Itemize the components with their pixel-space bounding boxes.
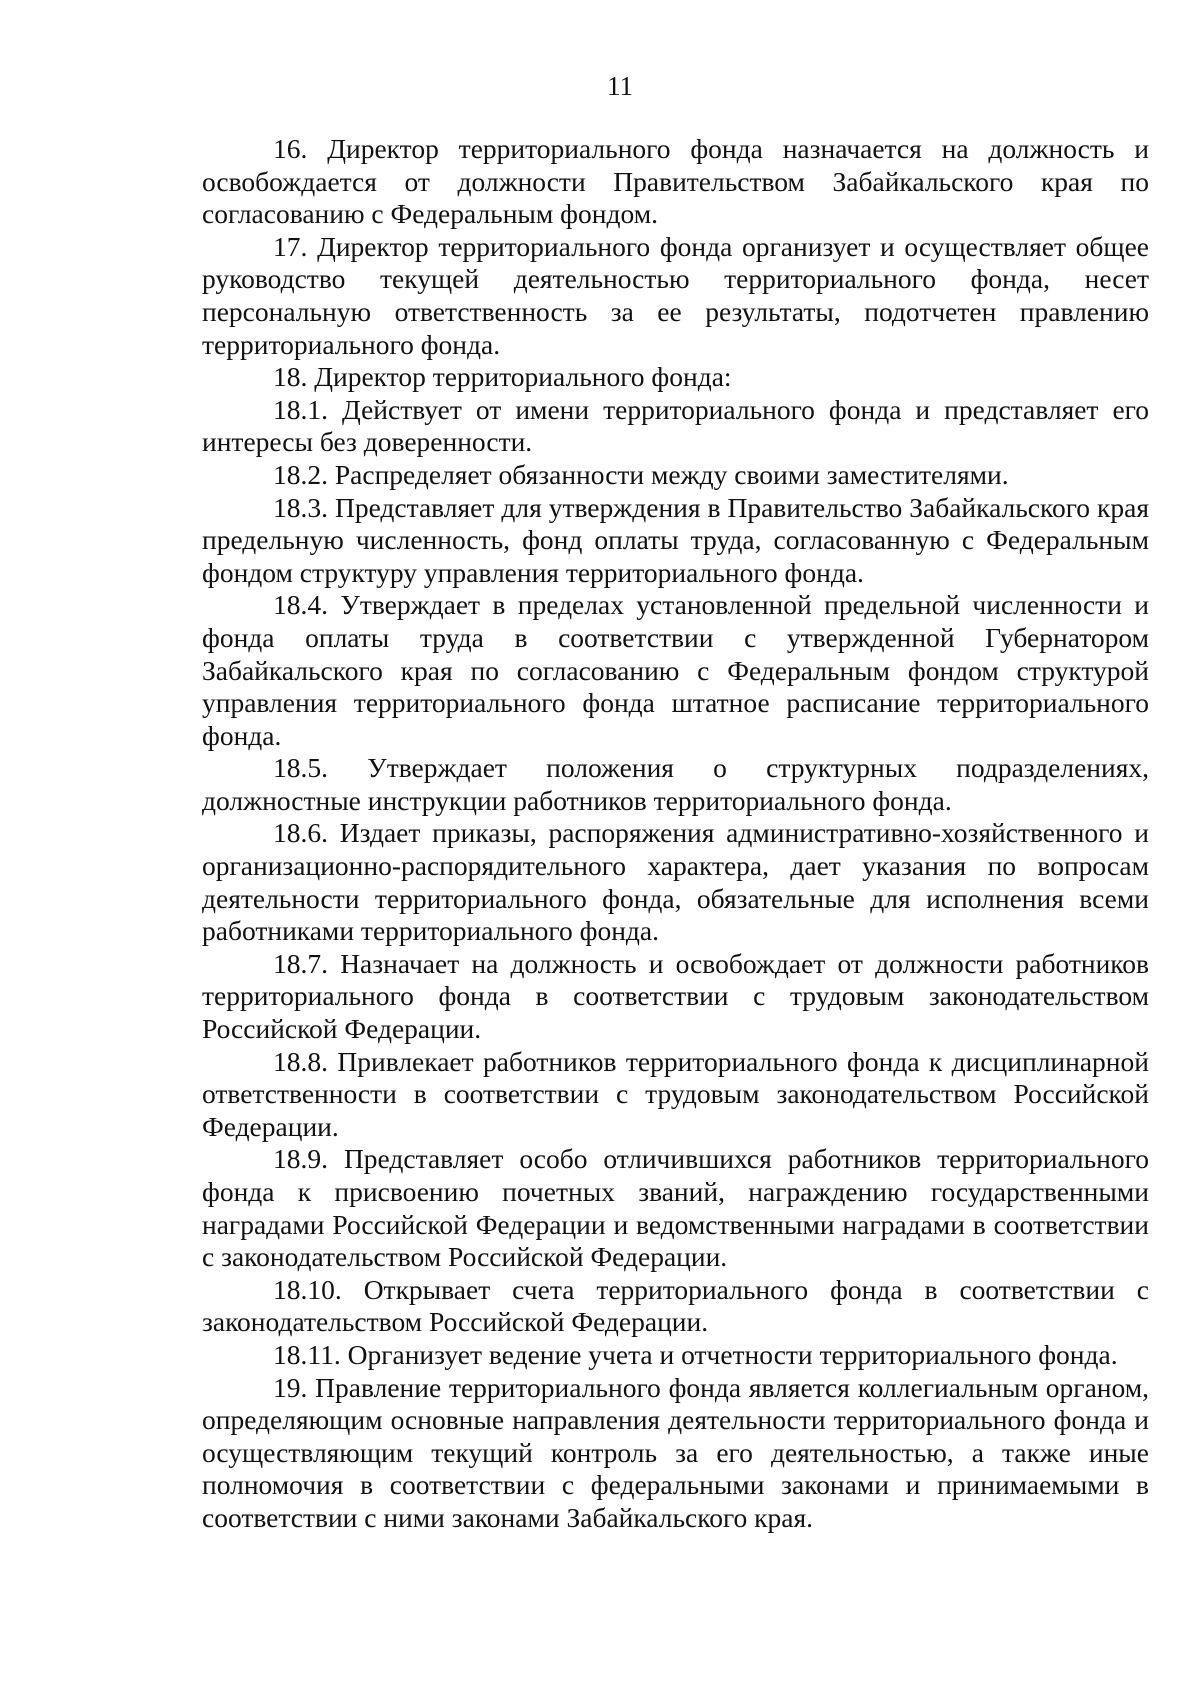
paragraph-18-9: 18.9. Представляет особо отличившихся работников территориального фонда к присвоению почетных званий, награждению государственными наградами Российской Федерации и ведомственными наградами в соответствии с законодательством Российской Федерации. [202, 1143, 1149, 1273]
paragraph-16: 16. Директор территориального фонда назначается на должность и освобождается от должности Правительством Забайкальского края по согласованию с Федеральным фондом. [202, 133, 1149, 230]
document-body [202, 133, 1149, 1535]
paragraph-17: 17. Директор территориального фонда организует и осуществляет общее руководство текущей деятельностью территориального фонда, несет персональную ответственность за ее результаты, подотчетен правлению территориального фонда. [202, 230, 1149, 360]
paragraph-18-5: 18.5. Утверждает положения о структурных подразделениях, должностные инструкции работников территориального фонда. [202, 752, 1149, 816]
paragraph-18-7: 18.7. Назначает на должность и освобождает от должности работников территориального фонда в соответствии с трудовым законодательством Российской Федерации. [202, 947, 1149, 1045]
page-number: 11 [607, 71, 633, 101]
paragraph-18-3: 18.3. Представляет для утверждения в Правительство Забайкальского края предельную численность, фонд оплаты труда, согласованную с Федеральным фондом структуру управления территориального фонда. [202, 491, 1149, 588]
paragraph-18-6: 18.6. Издает приказы, распоряжения административно-хозяйственного и организационно-распорядительного характера, дает указания по вопросам деятельности территориального фонда, обязательные для исполнения всеми работниками территориального фонда. [202, 817, 1149, 947]
paragraph-18-8: 18.8. Привлекает работников территориального фонда к дисциплинарной ответственности в соответствии с трудовым законодательством Российской Федерации. [202, 1045, 1149, 1142]
paragraph-18-10: 18.10. Открывает счета территориального фонда в соответствии с законодательством Российской Федерации. [202, 1273, 1149, 1338]
paragraph-18-11: 18.11. Организует ведение учета и отчетности территориального фонда. [273, 1338, 1118, 1370]
paragraph-18-2: 18.2. Распределяет обязанности между своими заместителями. [273, 458, 1009, 490]
paragraph-19: 19. Правление территориального фонда является коллегиальным органом, определяющим основные направления деятельности территориального фонда и осуществляющим текущий контроль за его деятельностью, а также иные полномочия в соответствии с федеральными законами и принимаемыми в соответствии с ними законами Забайкальского края. [202, 1371, 1149, 1533]
paragraph-18-1: 18.1. Действует от имени территориального фонда и представляет его интересы без доверенности. [202, 393, 1149, 458]
paragraph-18: 18. Директор территориального фонда: [273, 361, 732, 393]
paragraph-18-4: 18.4. Утверждает в пределах установленной предельной численности и фонда оплаты труда в соответствии с утвержденной Губернатором Забайкальского края по согласованию с Федеральным фондом структурой управления территориального фонда штатное расписание территориального фонда. [202, 589, 1149, 751]
